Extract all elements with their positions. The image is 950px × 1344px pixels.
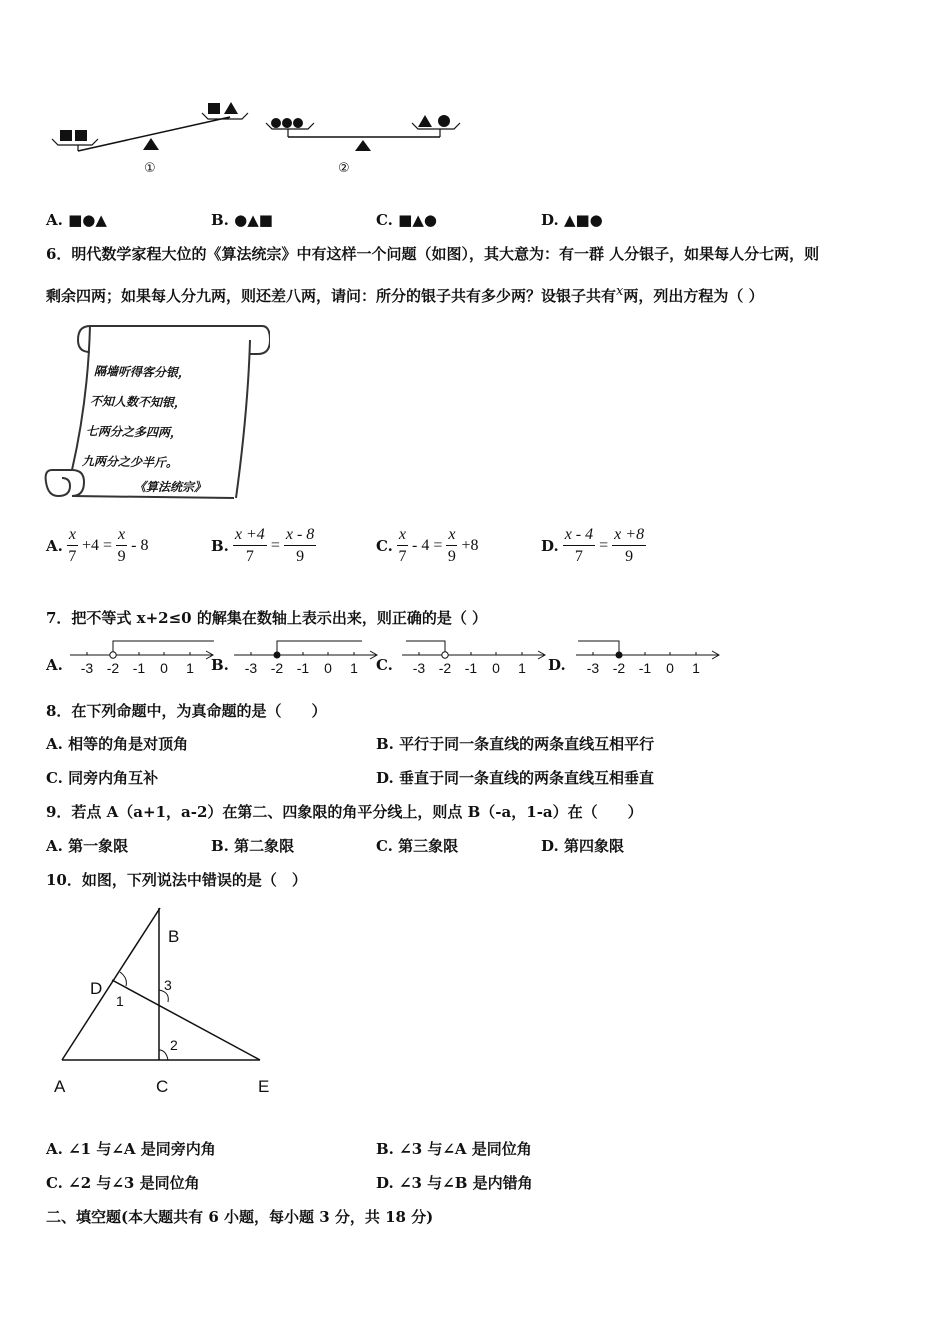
- angle-1-label: 1: [116, 993, 124, 1009]
- tick-label: 1: [186, 660, 194, 676]
- tick-label: -3: [80, 660, 94, 676]
- q8-option-c[interactable]: C. 同旁内角互补: [46, 769, 159, 787]
- tick-label: -2: [438, 660, 452, 676]
- q8-stem: 8．在下列命题中，为真命题的是（ ）: [46, 702, 327, 720]
- q8-option-b[interactable]: B. 平行于同一条直线的两条直线互相平行: [376, 735, 655, 753]
- q8-option-a[interactable]: A. 相等的角是对顶角: [46, 735, 189, 753]
- q10-stem: 10．如图，下列说法中错误的是（ ）: [46, 871, 307, 889]
- q9-option-b[interactable]: B. 第二象限: [211, 837, 295, 855]
- q6-option-c[interactable]: C. $\frac{x}{7}$ - 4 = $\frac{x}{9}$ +8: [376, 526, 479, 565]
- scroll-line-1: 隔墙听得客分银，: [93, 364, 191, 380]
- q9-option-d[interactable]: D. 第四象限: [541, 837, 624, 855]
- q7-stem: 7．把不等式 x+2≤0 的解集在数轴上表示出来，则正确的是（ ）: [46, 609, 488, 627]
- tick-label: -1: [132, 660, 146, 676]
- q7-option-d-letter[interactable]: D.: [548, 656, 566, 674]
- q6-option-b[interactable]: B. $\frac{x +4}{7}$ = $\frac{x - 8}{9}$: [211, 526, 315, 565]
- tick-label: -1: [296, 660, 310, 676]
- section-heading: 二、填空题(本大题共有 6 小题，每小题 3 分，共 18 分): [46, 1208, 434, 1226]
- tick-label: 0: [324, 660, 332, 676]
- tick-label: -3: [586, 660, 600, 676]
- tick-label: 1: [518, 660, 526, 676]
- tick-label: -3: [244, 660, 258, 676]
- tick-label: 1: [692, 660, 700, 676]
- balance-figure: [40, 95, 480, 185]
- tick-label: 0: [160, 660, 168, 676]
- q9-stem: 9．若点 A（a+1，a-2）在第二、四象限的角平分线上，则点 B（-a，1-a）在（ ）: [46, 803, 643, 821]
- scroll-line-4: 九两分之少半斤。: [81, 454, 179, 470]
- tick-label: -2: [106, 660, 120, 676]
- q5-option-a[interactable]: A. ■●▲: [46, 211, 107, 229]
- label-B: B: [168, 927, 180, 946]
- tick-label: -2: [612, 660, 626, 676]
- q7-option-c-letter[interactable]: C.: [376, 656, 393, 674]
- triangle-figure: [44, 900, 284, 1100]
- q8-option-d[interactable]: D. 垂直于同一条直线的两条直线互相垂直: [376, 769, 654, 787]
- triangle-shape: [224, 102, 238, 114]
- variable-x: x: [616, 284, 624, 299]
- tick-label: -2: [270, 660, 284, 676]
- circle-shape: [293, 118, 303, 128]
- q9-option-a[interactable]: A. 第一象限: [46, 837, 129, 855]
- number-line-a: [68, 636, 218, 678]
- number-line-b: [232, 636, 382, 678]
- scroll-line-3: 七两分之多四两，: [85, 424, 183, 440]
- label-A: A: [54, 1077, 66, 1096]
- label-E: E: [258, 1077, 270, 1096]
- q10-option-c[interactable]: C. ∠2 与∠3 是同位角: [46, 1174, 200, 1192]
- angle-3-label: 3: [164, 977, 172, 993]
- q6-option-a[interactable]: A. $\frac{x}{7}$ +4 = $\frac{x}{9}$ - 8: [46, 526, 149, 565]
- tick-label: 0: [666, 660, 674, 676]
- label-D: D: [90, 979, 103, 998]
- q7-option-b-letter[interactable]: B.: [211, 656, 229, 674]
- q10-option-d[interactable]: D. ∠3 与∠B 是内错角: [376, 1174, 533, 1192]
- q6-stem-line1: 6．明代数学家程大位的《算法统宗》中有这样一个问题（如图），其大意为：有一群 人分银子，如果每人分七两，则: [46, 245, 820, 263]
- scroll-image: [44, 320, 270, 502]
- triangle-shape: [418, 115, 432, 127]
- angle-2-label: 2: [170, 1037, 178, 1053]
- tick-label: 0: [492, 660, 500, 676]
- q5-option-b[interactable]: B. ●▲■: [211, 211, 273, 229]
- q6-stem-line2: 剩余四两；如果每人分九两，则还差八两，请问：所分的银子共有多少两？设银子共有x两，列出方程为（ ）: [46, 284, 764, 305]
- circle-shape: [282, 118, 292, 128]
- q9-option-c[interactable]: C. 第三象限: [376, 837, 459, 855]
- tick-label: -3: [412, 660, 426, 676]
- q5-option-c[interactable]: C. ■▲●: [376, 211, 437, 229]
- tick-label: -1: [638, 660, 652, 676]
- q10-option-b[interactable]: B. ∠3 与∠A 是同位角: [376, 1140, 532, 1158]
- q6-option-d[interactable]: D. $\frac{x - 4}{7}$ = $\frac{x +8}{9}$: [541, 526, 645, 565]
- circle-shape: [438, 115, 450, 127]
- number-line-c: [400, 636, 550, 678]
- q7-option-a-letter[interactable]: A.: [46, 656, 63, 674]
- square-shape: [75, 130, 87, 141]
- tick-label: 1: [350, 660, 358, 676]
- label-C: C: [156, 1077, 169, 1096]
- square-shape: [208, 103, 220, 114]
- figure-label-1: ①: [144, 160, 156, 175]
- q10-option-a[interactable]: A. ∠1 与∠A 是同旁内角: [46, 1140, 216, 1158]
- number-line-d: [574, 636, 724, 678]
- figure-label-2: ②: [338, 160, 350, 175]
- scroll-line-2: 不知人数不知银，: [89, 394, 187, 410]
- tick-label: -1: [464, 660, 478, 676]
- q5-option-d[interactable]: D. ▲■●: [541, 211, 603, 229]
- circle-shape: [271, 118, 281, 128]
- scroll-line-5: 《算法统宗》: [134, 480, 207, 494]
- square-shape: [60, 130, 72, 141]
